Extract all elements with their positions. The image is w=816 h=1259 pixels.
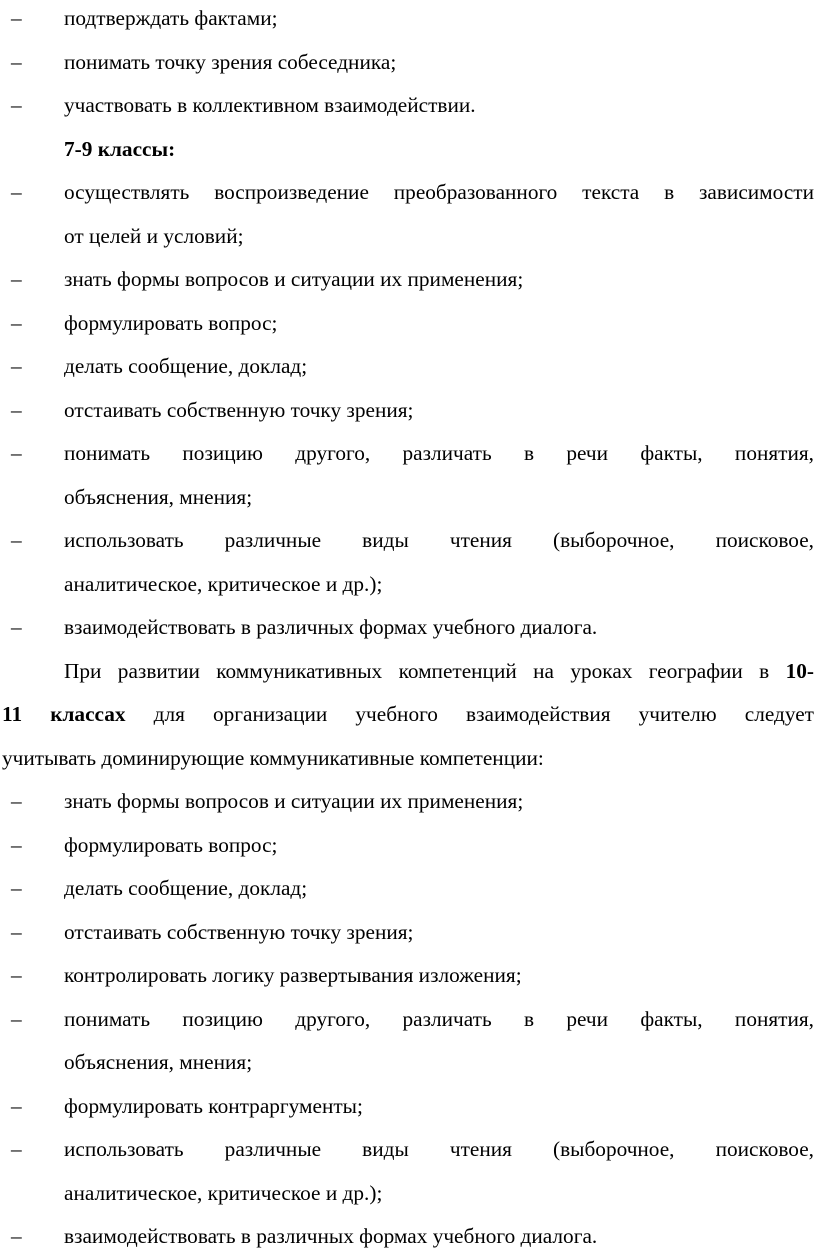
list-item (2, 0, 814, 41)
list-item-text: контролировать логику развертывания изложения; (64, 963, 522, 987)
list-item (2, 258, 814, 302)
list-item-text (64, 432, 814, 519)
bullet-dash: – (11, 919, 22, 944)
list-item-text: формулировать вопрос; (64, 832, 278, 857)
section-heading: 7-9 классы: (64, 136, 176, 161)
text-line: объяснения, мнения; (64, 1050, 253, 1074)
bullet-dash: – (11, 310, 22, 335)
list-item-text: делать сообщение, доклад; (64, 354, 308, 378)
bullet-dash: – (11, 49, 22, 74)
list-item-text (64, 1128, 814, 1215)
list-item (2, 867, 814, 911)
bullet-dash: – (11, 6, 22, 30)
list-item (2, 345, 814, 389)
list-item (2, 1128, 814, 1215)
list-item-text: отстаивать собственную точку зрения; (64, 397, 414, 422)
list-item (2, 606, 814, 650)
text-line: понимать позицию другого, различать в речи факты, понятия, (64, 1006, 814, 1031)
bullet-dash: – (11, 180, 22, 204)
bullet-dash: – (11, 1137, 22, 1161)
bullet-dash: – (11, 789, 22, 813)
list-item (2, 171, 814, 258)
bullet-dash: – (11, 528, 22, 552)
bullet-dash: – (11, 441, 22, 465)
list-item-text: участвовать в коллективном взаимодействии. (64, 93, 476, 117)
text-line: понимать позицию другого, различать в речи факты, понятия, (64, 441, 814, 465)
list-item-text (64, 171, 814, 258)
text-line: от целей и условий; (64, 223, 244, 248)
bullet-dash: – (11, 267, 22, 291)
bullet-dash: – (11, 615, 22, 639)
list-item-text: формулировать контраргументы; (64, 1093, 363, 1118)
bullet-dash: – (11, 354, 22, 378)
list-item-text: знать формы вопросов и ситуации их применения; (64, 789, 524, 813)
list-item (2, 1215, 814, 1259)
list-item-text: взаимодействовать в различных формах учебного диалога. (64, 615, 598, 639)
text-line: объяснения, мнения; (64, 484, 253, 509)
list-item-text: знать формы вопросов и ситуации их применения; (64, 267, 524, 291)
text-line: аналитическое, критическое и др.); (64, 1180, 383, 1205)
list-item (2, 41, 814, 85)
bullet-dash: – (11, 1093, 22, 1118)
list-item (2, 432, 814, 519)
text-line (2, 693, 814, 737)
list-item (2, 302, 814, 346)
list-item-text: понимать точку зрения собеседника; (64, 49, 397, 74)
list-item (2, 954, 814, 998)
list-item-text (64, 998, 814, 1085)
paragraph-text: При развитии коммуникативных компетенций на уроках географии в (64, 658, 786, 683)
list-item-text: отстаивать собственную точку зрения; (64, 919, 414, 944)
bullet-dash: – (11, 832, 22, 857)
paragraph-text: для организации учебного взаимодействия учителю следует (125, 702, 814, 726)
list-item (2, 998, 814, 1085)
bullet-dash: – (11, 397, 22, 422)
body-paragraph (2, 650, 814, 781)
bullet-dash: – (11, 963, 22, 987)
text-line: использовать различные виды чтения (выборочное, поисковое, (64, 528, 814, 552)
text-line: использовать различные виды чтения (выборочное, поисковое, (64, 1137, 814, 1161)
list-item-text: взаимодействовать в различных формах учебного диалога. (64, 1224, 598, 1248)
list-item (2, 780, 814, 824)
list-item-text: подтверждать фактами; (64, 6, 278, 30)
bullet-dash: – (11, 93, 22, 117)
list-item (2, 911, 814, 955)
paragraph-bold-text: 10- (785, 658, 814, 683)
bullet-dash: – (11, 1006, 22, 1031)
list-item-text: формулировать вопрос; (64, 310, 278, 335)
bullet-dash: – (11, 876, 22, 900)
list-item (2, 389, 814, 433)
list-item (2, 84, 814, 128)
text-line: осуществлять воспроизведение преобразованного текста в зависимости (64, 180, 814, 204)
list-item-text: делать сообщение, доклад; (64, 876, 308, 900)
text-line (2, 650, 814, 694)
text-line: учитывать доминирующие коммуникативные компетенции: (2, 745, 544, 770)
list-item-text (64, 519, 814, 606)
list-item (2, 1085, 814, 1129)
list-item (2, 824, 814, 868)
paragraph-bold-text: 11 классах (2, 702, 126, 726)
list-item (2, 519, 814, 606)
text-line: аналитическое, критическое и др.); (64, 571, 383, 596)
bullet-dash: – (11, 1224, 22, 1248)
